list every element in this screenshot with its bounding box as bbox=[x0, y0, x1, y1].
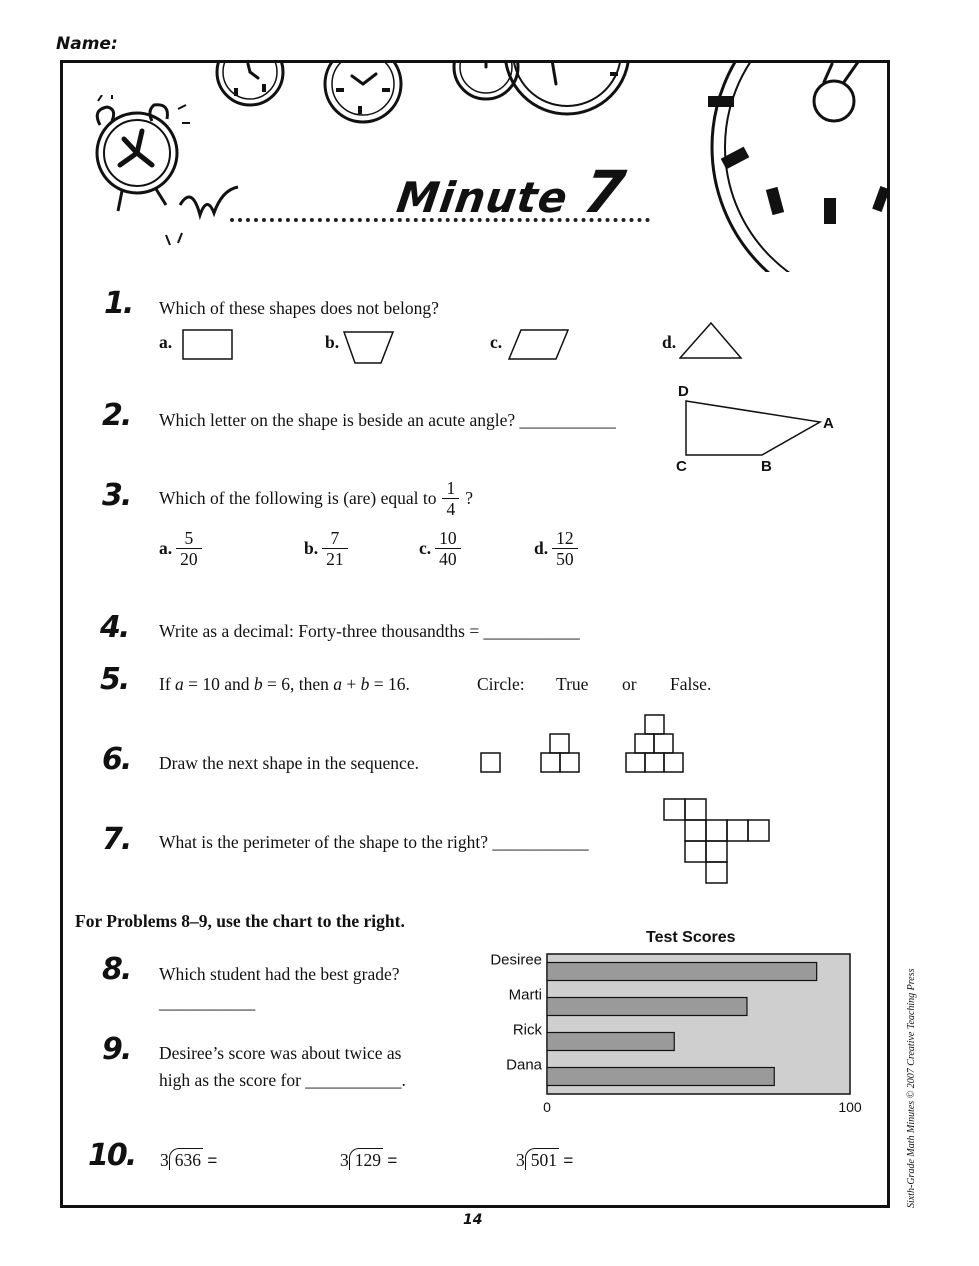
name-label: Name: bbox=[56, 34, 118, 54]
vertex-label-a: A bbox=[823, 415, 834, 432]
question-3-prompt: Which of the following is (are) equal to bbox=[159, 488, 437, 509]
division-problem-2: 3 129 = bbox=[340, 1150, 398, 1170]
question-3-text: Which of the following is (are) equal to $\frac{1}{4}$ ? bbox=[159, 478, 474, 520]
question-1-number: 1. bbox=[104, 286, 133, 321]
vertex-label-c: C bbox=[676, 458, 687, 475]
test-scores-chart bbox=[480, 950, 880, 1118]
category-label-desiree: Desiree bbox=[490, 951, 542, 969]
title-word: Minute bbox=[393, 173, 572, 222]
square-sequence bbox=[478, 712, 688, 776]
category-label-rick: Rick bbox=[512, 1021, 542, 1039]
division-problem-3: 3 501 = bbox=[516, 1150, 574, 1170]
question-6-text: Draw the next shape in the sequence. bbox=[159, 753, 419, 773]
trapezoid-shape bbox=[343, 331, 395, 365]
division-problem-1: 3 636 = bbox=[160, 1150, 218, 1170]
page-number: 14 bbox=[463, 1212, 483, 1228]
title-dotted-line bbox=[230, 218, 650, 222]
question-7-number: 7. bbox=[102, 822, 131, 857]
fraction: $\frac{12}{50}$ bbox=[552, 528, 578, 569]
q3-option-a: a. $\frac{5}{20}$ bbox=[159, 528, 202, 569]
triangle-shape bbox=[679, 322, 743, 360]
q1-option-d-label: d. bbox=[662, 332, 677, 352]
question-4-number: 4. bbox=[100, 610, 129, 645]
grid-shape bbox=[662, 797, 774, 887]
or-text: or bbox=[622, 674, 637, 694]
question-2-number: 2. bbox=[102, 398, 131, 433]
question-3-number: 3. bbox=[102, 478, 131, 513]
chart-title: Test Scores bbox=[646, 929, 736, 946]
bar-dana bbox=[547, 1068, 774, 1086]
question-4-text: Write as a decimal: Forty-three thousandths = ___________ bbox=[159, 621, 580, 641]
bar-rick bbox=[547, 1033, 674, 1051]
question-7-text: What is the perimeter of the shape to the right? ___________ bbox=[159, 832, 589, 852]
category-label-dana: Dana bbox=[506, 1056, 542, 1074]
vertex-label-d: D bbox=[678, 383, 689, 400]
q3-option-c: c. $\frac{10}{40}$ bbox=[419, 528, 461, 569]
alarm-clock-icon bbox=[82, 95, 252, 255]
parallelogram-shape bbox=[508, 329, 570, 361]
question-2-text: Which letter on the shape is beside an acute angle? ___________ bbox=[159, 410, 616, 430]
q3-option-b: b. $\frac{7}{21}$ bbox=[304, 528, 348, 569]
question-8-number: 8. bbox=[102, 952, 131, 987]
target-fraction: $\frac{1}{4}$ bbox=[442, 478, 459, 519]
vertex-label-b: B bbox=[761, 458, 772, 475]
question-5-number: 5. bbox=[100, 662, 129, 697]
bar-desiree bbox=[547, 963, 817, 981]
title-number: 7 bbox=[579, 158, 631, 226]
fraction: $\frac{5}{20}$ bbox=[176, 528, 202, 569]
q1-option-b-label: b. bbox=[325, 332, 340, 352]
question-1-text: Which of these shapes does not belong? bbox=[159, 298, 439, 318]
rectangle-shape bbox=[182, 329, 234, 361]
page-title bbox=[393, 158, 630, 226]
section-instruction: For Problems 8–9, use the chart to the right. bbox=[75, 911, 405, 931]
x-tick-min: 0 bbox=[543, 1099, 551, 1115]
question-9-line1: Desiree’s score was about twice as bbox=[159, 1043, 402, 1063]
q1-option-c-label: c. bbox=[490, 332, 503, 352]
question-6-number: 6. bbox=[102, 742, 131, 777]
q3-option-d: d. $\frac{12}{50}$ bbox=[534, 528, 578, 569]
x-tick-max: 100 bbox=[838, 1099, 862, 1115]
true-option[interactable]: True bbox=[556, 674, 589, 694]
circle-label: Circle: bbox=[477, 674, 525, 694]
question-5-text: If a = 10 and b = 6, then a + b = 16. bbox=[159, 674, 410, 694]
fraction: $\frac{10}{40}$ bbox=[435, 528, 461, 569]
bar-marti bbox=[547, 998, 747, 1016]
question-9-line2: high as the score for ___________. bbox=[159, 1070, 406, 1090]
question-9-number: 9. bbox=[102, 1032, 131, 1067]
question-8-blank: ___________ bbox=[159, 992, 256, 1012]
copyright-credit: Sixth-Grade Math Minutes © 2007 Creative Teaching Press bbox=[906, 968, 917, 1208]
question-8-text: Which student had the best grade? bbox=[159, 964, 400, 984]
category-label-marti: Marti bbox=[508, 986, 542, 1004]
question-10-number: 10. bbox=[88, 1138, 136, 1173]
fraction: $\frac{7}{21}$ bbox=[322, 528, 348, 569]
q1-option-a-label: a. bbox=[159, 332, 173, 352]
quadrilateral-shape bbox=[684, 398, 824, 458]
false-option[interactable]: False. bbox=[670, 674, 712, 694]
